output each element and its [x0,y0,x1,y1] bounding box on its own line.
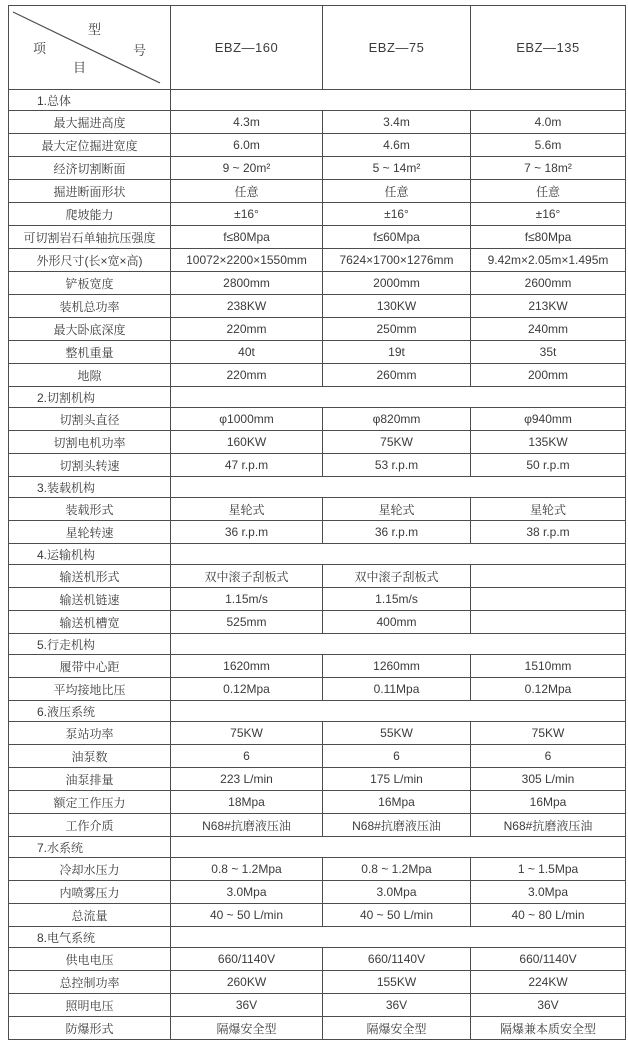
spec-row [9,203,626,226]
section-row [9,701,626,722]
section-label: 6.液压系统 [9,701,171,722]
cell-value: 9 ~ 20m² [171,157,323,180]
cell-value: 16Mpa [471,791,626,814]
spec-row [9,768,626,791]
cell-value: 36V [171,994,323,1017]
corner-cell [9,6,171,90]
corner-item-label-char2: 目 [73,60,87,75]
spec-row [9,272,626,295]
cell-value: 220mm [171,364,323,387]
cell-value: 7624×1700×1276mm [323,249,471,272]
model-column-header-ebz135: EBZ—135 [471,6,626,90]
spec-row [9,971,626,994]
spec-row [9,111,626,134]
corner-model-label-char1: 型 [88,22,102,37]
spec-row [9,498,626,521]
row-label: 整机重量 [9,341,171,364]
spec-row [9,341,626,364]
spec-row [9,364,626,387]
row-label: 总流量 [9,904,171,927]
cell-value: 1510mm [471,655,626,678]
cell-value: 3.0Mpa [471,881,626,904]
row-label: 装载形式 [9,498,171,521]
cell-value: 135KW [471,431,626,454]
cell-value: 6 [323,745,471,768]
spec-row [9,295,626,318]
cell-value [471,611,626,634]
model-column-header-ebz160: EBZ—160 [171,6,323,90]
spec-row [9,678,626,701]
corner-model-label-char2: 号 [133,43,147,58]
cell-value: 40 ~ 80 L/min [471,904,626,927]
cell-value: 525mm [171,611,323,634]
cell-value: 4.3m [171,111,323,134]
section-spacer-cell [171,477,626,498]
section-row [9,477,626,498]
cell-value: 213KW [471,295,626,318]
cell-value: φ1000mm [171,408,323,431]
cell-value: 5.6m [471,134,626,157]
cell-value: 1260mm [323,655,471,678]
cell-value: 36V [323,994,471,1017]
section-label: 8.电气系统 [9,927,171,948]
cell-value: 36 r.p.m [171,521,323,544]
spec-row [9,994,626,1017]
cell-value: f≤80Mpa [171,226,323,249]
row-label: 总控制功率 [9,971,171,994]
cell-value: 53 r.p.m [323,454,471,477]
model-column-header-ebz75: EBZ—75 [323,6,471,90]
cell-value: f≤80Mpa [471,226,626,249]
cell-value: 40 ~ 50 L/min [323,904,471,927]
cell-value: 36V [471,994,626,1017]
cell-value: 1620mm [171,655,323,678]
section-spacer-cell [171,634,626,655]
cell-value: 0.8 ~ 1.2Mpa [171,858,323,881]
spec-row [9,408,626,431]
cell-value: 3.0Mpa [323,881,471,904]
spec-row [9,454,626,477]
row-label: 经济切割断面 [9,157,171,180]
spec-row [9,745,626,768]
cell-value: 1 ~ 1.5Mpa [471,858,626,881]
cell-value: 400mm [323,611,471,634]
cell-value: 星轮式 [471,498,626,521]
section-label: 7.水系统 [9,837,171,858]
cell-value: 6 [471,745,626,768]
cell-value: 6 [171,745,323,768]
row-label: 装机总功率 [9,295,171,318]
row-label: 照明电压 [9,994,171,1017]
cell-value: 40 ~ 50 L/min [171,904,323,927]
cell-value: 双中滚子刮板式 [171,565,323,588]
spec-row [9,157,626,180]
cell-value: 隔爆安全型 [171,1017,323,1040]
cell-value: 75KW [171,722,323,745]
row-label: 泵站功率 [9,722,171,745]
spec-row [9,226,626,249]
cell-value: 220mm [171,318,323,341]
row-label: 输送机槽宽 [9,611,171,634]
cell-value [471,565,626,588]
header-row [9,6,626,90]
row-label: 额定工作压力 [9,791,171,814]
spec-row [9,1017,626,1040]
cell-value: 星轮式 [323,498,471,521]
cell-value: 6.0m [171,134,323,157]
cell-value: φ820mm [323,408,471,431]
cell-value: 任意 [171,180,323,203]
cell-value: 660/1140V [323,948,471,971]
cell-value: 2000mm [323,272,471,295]
cell-value: 7 ~ 18m² [471,157,626,180]
row-label: 油泵排量 [9,768,171,791]
row-label: 内喷雾压力 [9,881,171,904]
cell-value: 130KW [323,295,471,318]
spec-row [9,431,626,454]
row-label: 冷却水压力 [9,858,171,881]
spec-table-body [9,90,626,1040]
section-label: 1.总体 [9,90,171,111]
cell-value: 160KW [171,431,323,454]
cell-value [471,588,626,611]
cell-value: 10072×2200×1550mm [171,249,323,272]
cell-value: 0.8 ~ 1.2Mpa [323,858,471,881]
spec-row [9,588,626,611]
corner-item-label-char1: 项 [33,41,47,56]
cell-value: φ940mm [471,408,626,431]
cell-value: 240mm [471,318,626,341]
section-spacer-cell [171,90,626,111]
cell-value: 250mm [323,318,471,341]
spec-row [9,249,626,272]
spec-row [9,611,626,634]
row-label: 最大卧底深度 [9,318,171,341]
cell-value: 50 r.p.m [471,454,626,477]
section-row [9,544,626,565]
cell-value: 16Mpa [323,791,471,814]
cell-value: 隔爆安全型 [323,1017,471,1040]
cell-value: 3.0Mpa [171,881,323,904]
spec-table [8,5,626,1040]
row-label: 平均接地比压 [9,678,171,701]
cell-value: 260KW [171,971,323,994]
cell-value: ±16° [471,203,626,226]
section-label: 5.行走机构 [9,634,171,655]
cell-value: 0.11Mpa [323,678,471,701]
spec-row [9,904,626,927]
section-row [9,634,626,655]
cell-value: 3.4m [323,111,471,134]
section-spacer-cell [171,927,626,948]
row-label: 可切割岩石单轴抗压强度 [9,226,171,249]
cell-value: 55KW [323,722,471,745]
spec-row [9,565,626,588]
spec-row [9,318,626,341]
cell-value: 18Mpa [171,791,323,814]
row-label: 切割头直径 [9,408,171,431]
cell-value: 0.12Mpa [171,678,323,701]
cell-value: 223 L/min [171,768,323,791]
cell-value: 38 r.p.m [471,521,626,544]
spec-row [9,881,626,904]
cell-value: 155KW [323,971,471,994]
cell-value: 75KW [323,431,471,454]
cell-value: 任意 [471,180,626,203]
spec-row [9,948,626,971]
cell-value: 47 r.p.m [171,454,323,477]
row-label: 输送机链速 [9,588,171,611]
cell-value: 200mm [471,364,626,387]
section-row [9,837,626,858]
section-row [9,387,626,408]
row-label: 外形尺寸(长×宽×高) [9,249,171,272]
spec-row [9,180,626,203]
section-label: 2.切割机构 [9,387,171,408]
cell-value: 238KW [171,295,323,318]
row-label: 防爆形式 [9,1017,171,1040]
row-label: 铲板宽度 [9,272,171,295]
spec-row [9,134,626,157]
cell-value: 1.15m/s [171,588,323,611]
section-spacer-cell [171,701,626,722]
spec-row [9,814,626,837]
cell-value: ±16° [323,203,471,226]
row-label: 履带中心距 [9,655,171,678]
row-label: 供电电压 [9,948,171,971]
spec-row [9,791,626,814]
spec-row [9,722,626,745]
section-spacer-cell [171,387,626,408]
cell-value: 5 ~ 14m² [323,157,471,180]
cell-value: 任意 [323,180,471,203]
cell-value: 305 L/min [471,768,626,791]
row-label: 切割头转速 [9,454,171,477]
section-spacer-cell [171,544,626,565]
cell-value: 1.15m/s [323,588,471,611]
row-label: 最大掘进高度 [9,111,171,134]
row-label: 爬坡能力 [9,203,171,226]
cell-value: N68#抗磨液压油 [323,814,471,837]
row-label: 地隙 [9,364,171,387]
cell-value: 224KW [471,971,626,994]
cell-value: ±16° [171,203,323,226]
cell-value: 260mm [323,364,471,387]
cell-value: 9.42m×2.05m×1.495m [471,249,626,272]
spec-row [9,858,626,881]
cell-value: 0.12Mpa [471,678,626,701]
cell-value: 4.0m [471,111,626,134]
cell-value: 35t [471,341,626,364]
cell-value: 4.6m [323,134,471,157]
cell-value: f≤60Mpa [323,226,471,249]
row-label: 油泵数 [9,745,171,768]
cell-value: 隔爆兼本质安全型 [471,1017,626,1040]
cell-value: 2600mm [471,272,626,295]
cell-value: 2800mm [171,272,323,295]
cell-value: 19t [323,341,471,364]
spec-row [9,655,626,678]
row-label: 切割电机功率 [9,431,171,454]
cell-value: 660/1140V [471,948,626,971]
cell-value: N68#抗磨液压油 [471,814,626,837]
cell-value: 75KW [471,722,626,745]
section-spacer-cell [171,837,626,858]
cell-value: 星轮式 [171,498,323,521]
section-row [9,90,626,111]
section-label: 3.装载机构 [9,477,171,498]
row-label: 掘进断面形状 [9,180,171,203]
row-label: 最大定位掘进宽度 [9,134,171,157]
cell-value: 175 L/min [323,768,471,791]
cell-value: 双中滚子刮板式 [323,565,471,588]
cell-value: 660/1140V [171,948,323,971]
row-label: 星轮转速 [9,521,171,544]
section-row [9,927,626,948]
cell-value: 36 r.p.m [323,521,471,544]
row-label: 工作介质 [9,814,171,837]
section-label: 4.运输机构 [9,544,171,565]
cell-value: 40t [171,341,323,364]
spec-row [9,521,626,544]
cell-value: N68#抗磨液压油 [171,814,323,837]
row-label: 输送机形式 [9,565,171,588]
